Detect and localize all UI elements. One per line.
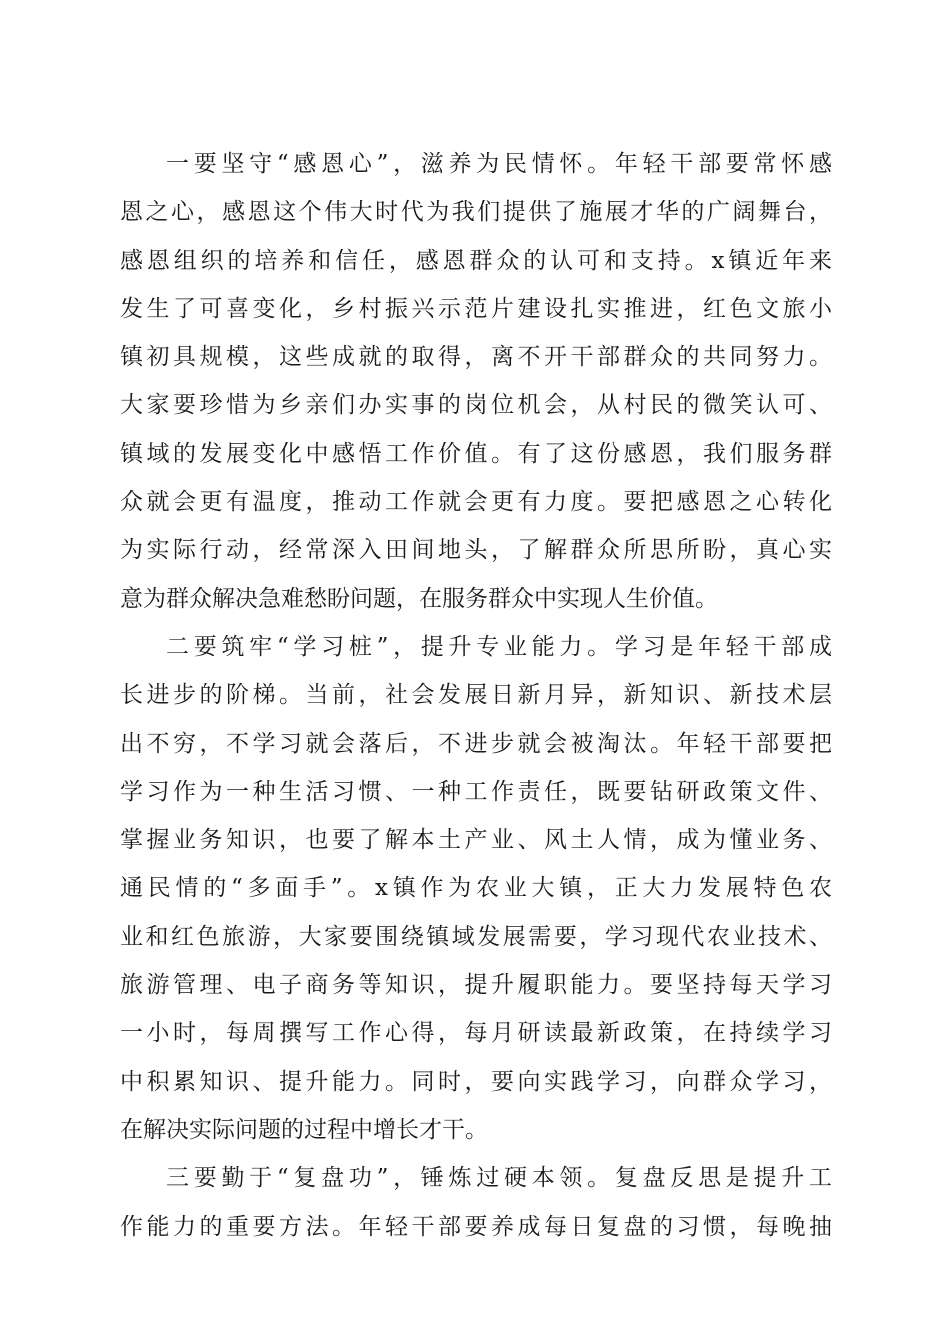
paragraph-line: 众就会更有温度，推动工作就会更有力度。要把感恩之心转化 xyxy=(120,489,832,516)
paragraph-line: 掌握业务知识，也要了解本土产业、风土人情，成为懂业务、 xyxy=(120,827,832,854)
paragraph-line: 旅游管理、电子商务等知识，提升履职能力。要坚持每天学习 xyxy=(120,972,832,999)
paragraph-line: 二要筑牢“学习桩”，提升专业能力。学习是年轻干部成 xyxy=(166,633,832,660)
paragraph-line: 发生了可喜变化，乡村振兴示范片建设扎实推进，红色文旅小 xyxy=(120,295,832,322)
paragraph-line: 为实际行动，经常深入田间地头，了解群众所思所盼，真心实 xyxy=(120,537,832,564)
paragraph-line: 一小时，每周撰写工作心得，每月研读最新政策，在持续学习 xyxy=(120,1020,832,1047)
paragraph-gratitude xyxy=(120,140,832,623)
paragraph-line: 恩之心，感恩这个伟大时代为我们提供了施展才华的广阔舞台， xyxy=(120,199,832,226)
paragraph-review xyxy=(120,1154,832,1251)
paragraph-line: 大家要珍惜为乡亲们办实事的岗位机会，从村民的微笑认可、 xyxy=(120,392,832,419)
paragraph-learning xyxy=(120,623,832,1154)
paragraph-line: 三要勤于“复盘功”，锤炼过硬本领。复盘反思是提升工 xyxy=(166,1165,832,1192)
paragraph-line: 学习作为一种生活习惯、一种工作责任，既要钻研政策文件、 xyxy=(120,778,832,805)
paragraph-line: 出不穷，不学习就会落后，不进步就会被淘汰。年轻干部要把 xyxy=(120,730,832,757)
paragraph-line: 作能力的重要方法。年轻干部要养成每日复盘的习惯，每晚抽 xyxy=(120,1213,832,1240)
paragraph-line: 中积累知识、提升能力。同时，要向实践学习，向群众学习， xyxy=(120,1068,832,1095)
paragraph-line: 镇域的发展变化中感悟工作价值。有了这份感恩，我们服务群 xyxy=(120,440,832,467)
paragraph-line: 一要坚守“感恩心”，滋养为民情怀。年轻干部要常怀感 xyxy=(166,151,832,177)
paragraph-line: 通民情的“多面手”。x镇作为农业大镇，正大力发展特色农 xyxy=(120,875,832,902)
paragraph-line: 业和红色旅游，大家要围绕镇域发展需要，学习现代农业技术、 xyxy=(120,923,832,950)
paragraph-line: 意为群众解决急难愁盼问题，在服务群众中实现人生价值。 xyxy=(120,585,718,612)
paragraph-line: 镇初具规模，这些成就的取得，离不开干部群众的共同努力。 xyxy=(120,344,832,371)
paragraph-line: 感恩组织的培养和信任，感恩群众的认可和支持。x镇近年来 xyxy=(120,247,832,274)
document-body xyxy=(120,140,832,1251)
paragraph-line: 在解决实际问题的过程中增长才干。 xyxy=(120,1116,488,1143)
paragraph-line: 长进步的阶梯。当前，社会发展日新月异，新知识、新技术层 xyxy=(120,682,832,709)
